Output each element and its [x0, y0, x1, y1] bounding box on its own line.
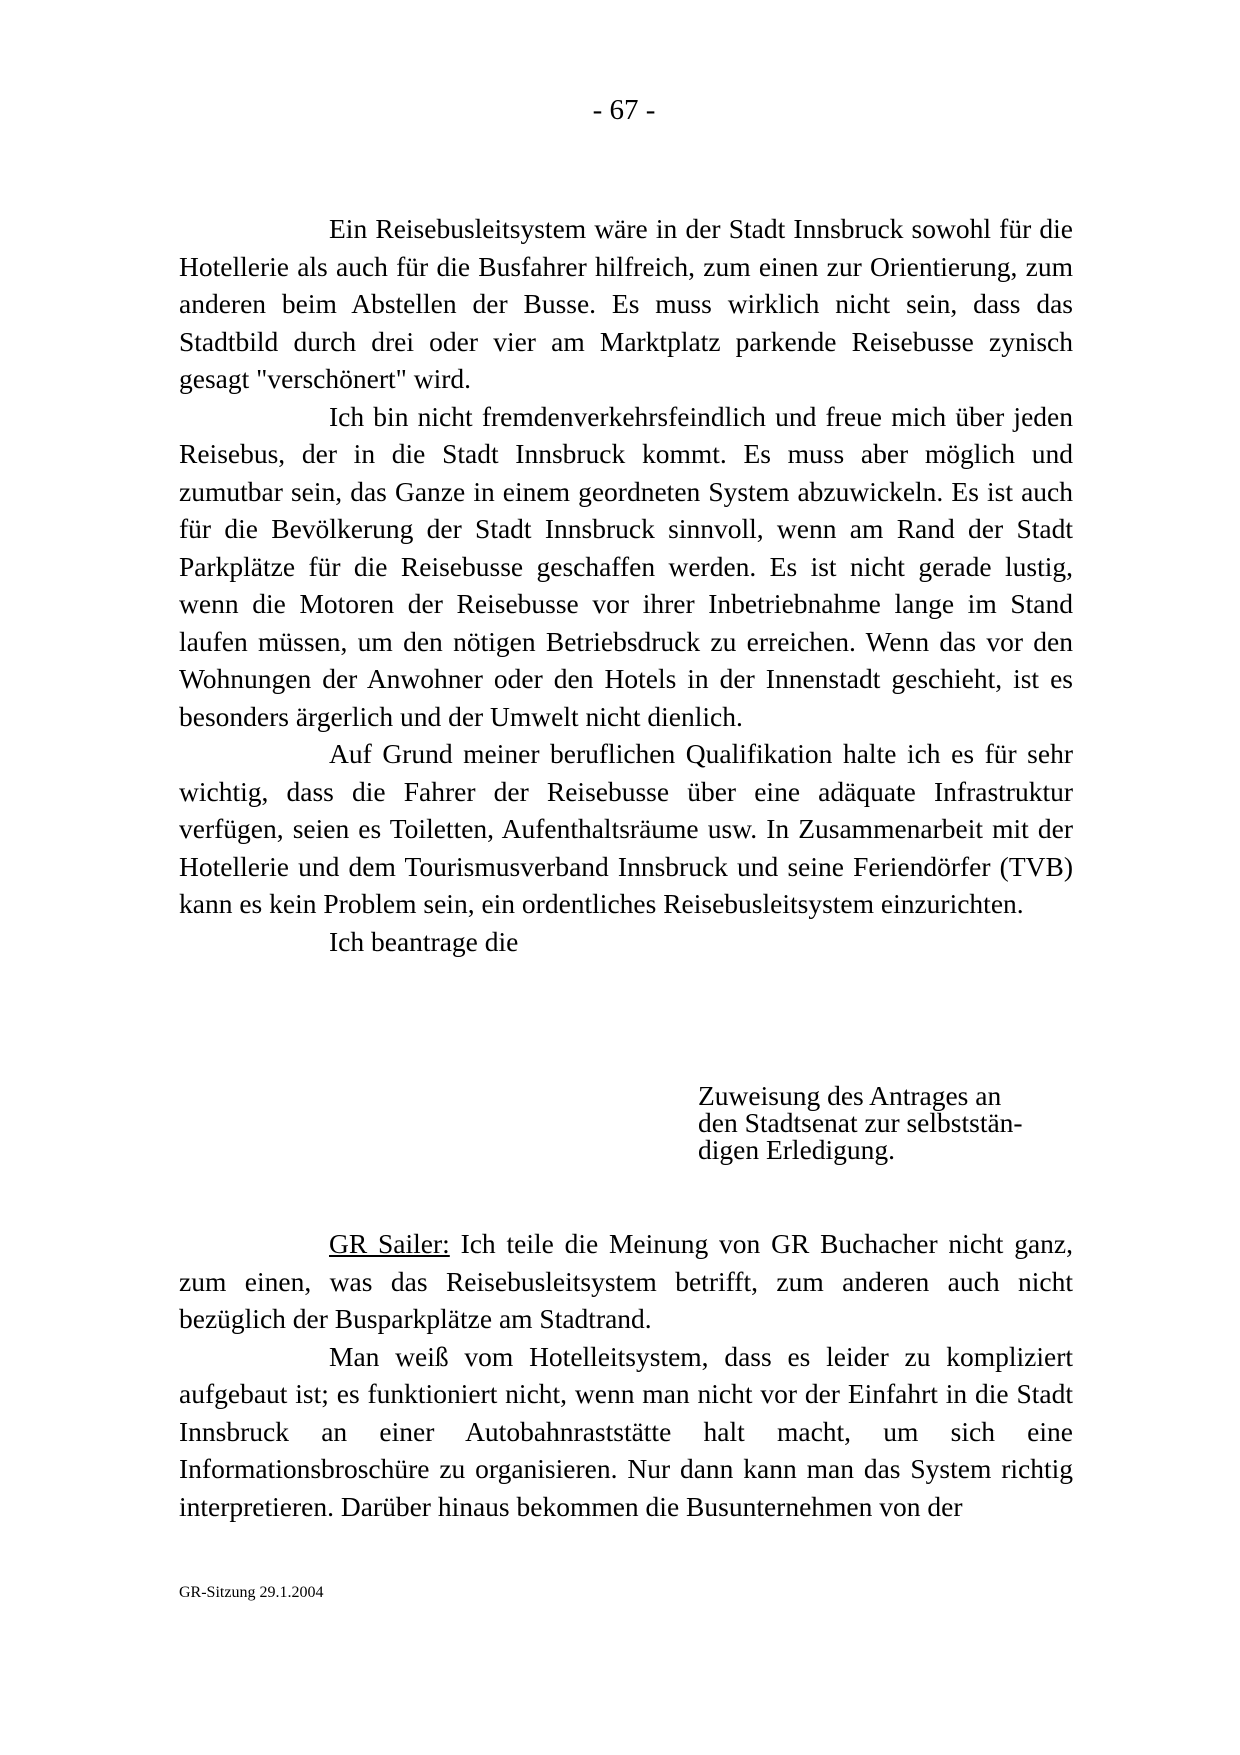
paragraph: Auf Grund meiner beruflichen Qualifikation halte ich es für sehr wichtig, dass die Fahrer der Reisebusse über eine adäquate Infrastruktur verfügen, seien es Toiletten, Aufenthaltsräume usw. In Zusammenarbeit mit der Hotellerie und dem Tourismusverband Innsbruck und seine Feriendörfer (TVB) kann es kein Problem sein, ein ordentliches Reisebusleitsystem einzurichten. [179, 738, 1073, 919]
footer-session-date: GR-Sitzung 29.1.2004 [179, 1584, 324, 1601]
motion-line: digen Erledigung. [698, 1134, 896, 1165]
speech-paragraph: Man weiß vom Hotelleitsystem, dass es leider zu kompliziert aufgebaut ist; es funktioniert nicht, wenn man nicht vor der Einfahrt in die Stadt Innsbruck an einer Autobahnraststätte halt macht, um sich eine Informationsbroschüre zu organisieren. Nur dann kann man das System richtig interpretieren. Darüber hinaus bekommen die Busunternehmen von der [179, 1340, 1073, 1522]
paragraph: Ein Reisebusleitsystem wäre in der Stadt Innsbruck sowohl für die Hotellerie als auch für die Busfahrer hilfreich, zum einen zur Orientierung, zum anderen beim Abstellen der Busse. Es muss wirklich nicht sein, dass das Stadtbild durch drei oder vier am Marktplatz parkende Reisebusse zynisch gesagt "verschönert" wird. [179, 213, 1073, 394]
motion-line: Zuweisung des Antrages an [698, 1080, 1002, 1111]
motion-block [698, 1082, 1058, 1163]
paragraph: Ich bin nicht fremdenverkehrsfeindlich und freue mich über jeden Reisebus, der in die Stadt Innsbruck kommt. Es muss aber möglich und zumutbar sein, das Ganze in einem geordneten System abzuwickeln. Es ist auch für die Bevölkerung der Stadt Innsbruck sinnvoll, wenn am Rand der Stadt Parkplätze für die Reisebusse geschaffen werden. Es ist nicht gerade lustig, wenn die Motoren der Reisebusse vor ihrer Inbetriebnahme lange im Stand laufen müssen, um den nötigen Betriebsdruck zu erreichen. Wenn das vor den Wohnungen der Anwohner oder den Hotels in der Innenstadt geschieht, ist es besonders ärgerlich und der Umwelt nicht dienlich. [179, 400, 1073, 732]
speech-paragraph [179, 1225, 1073, 1338]
page-number: - 67 - [592, 94, 656, 126]
main-text-block [179, 210, 1073, 960]
motion-line: den Stadtsenat zur selbststän- [698, 1107, 1023, 1138]
speech-block [179, 1225, 1073, 1525]
speaker-name: GR Sailer: [329, 1228, 450, 1259]
speech-text: Ich teile die Meinung von GR Buchacher nicht ganz, zum einen, was das Reisebusleitsystem betrifft, zum anderen auch nicht bezüglich der Busparkplätze am Stadtrand. [179, 1228, 1073, 1334]
motion-intro: Ich beantrage die [329, 925, 519, 957]
